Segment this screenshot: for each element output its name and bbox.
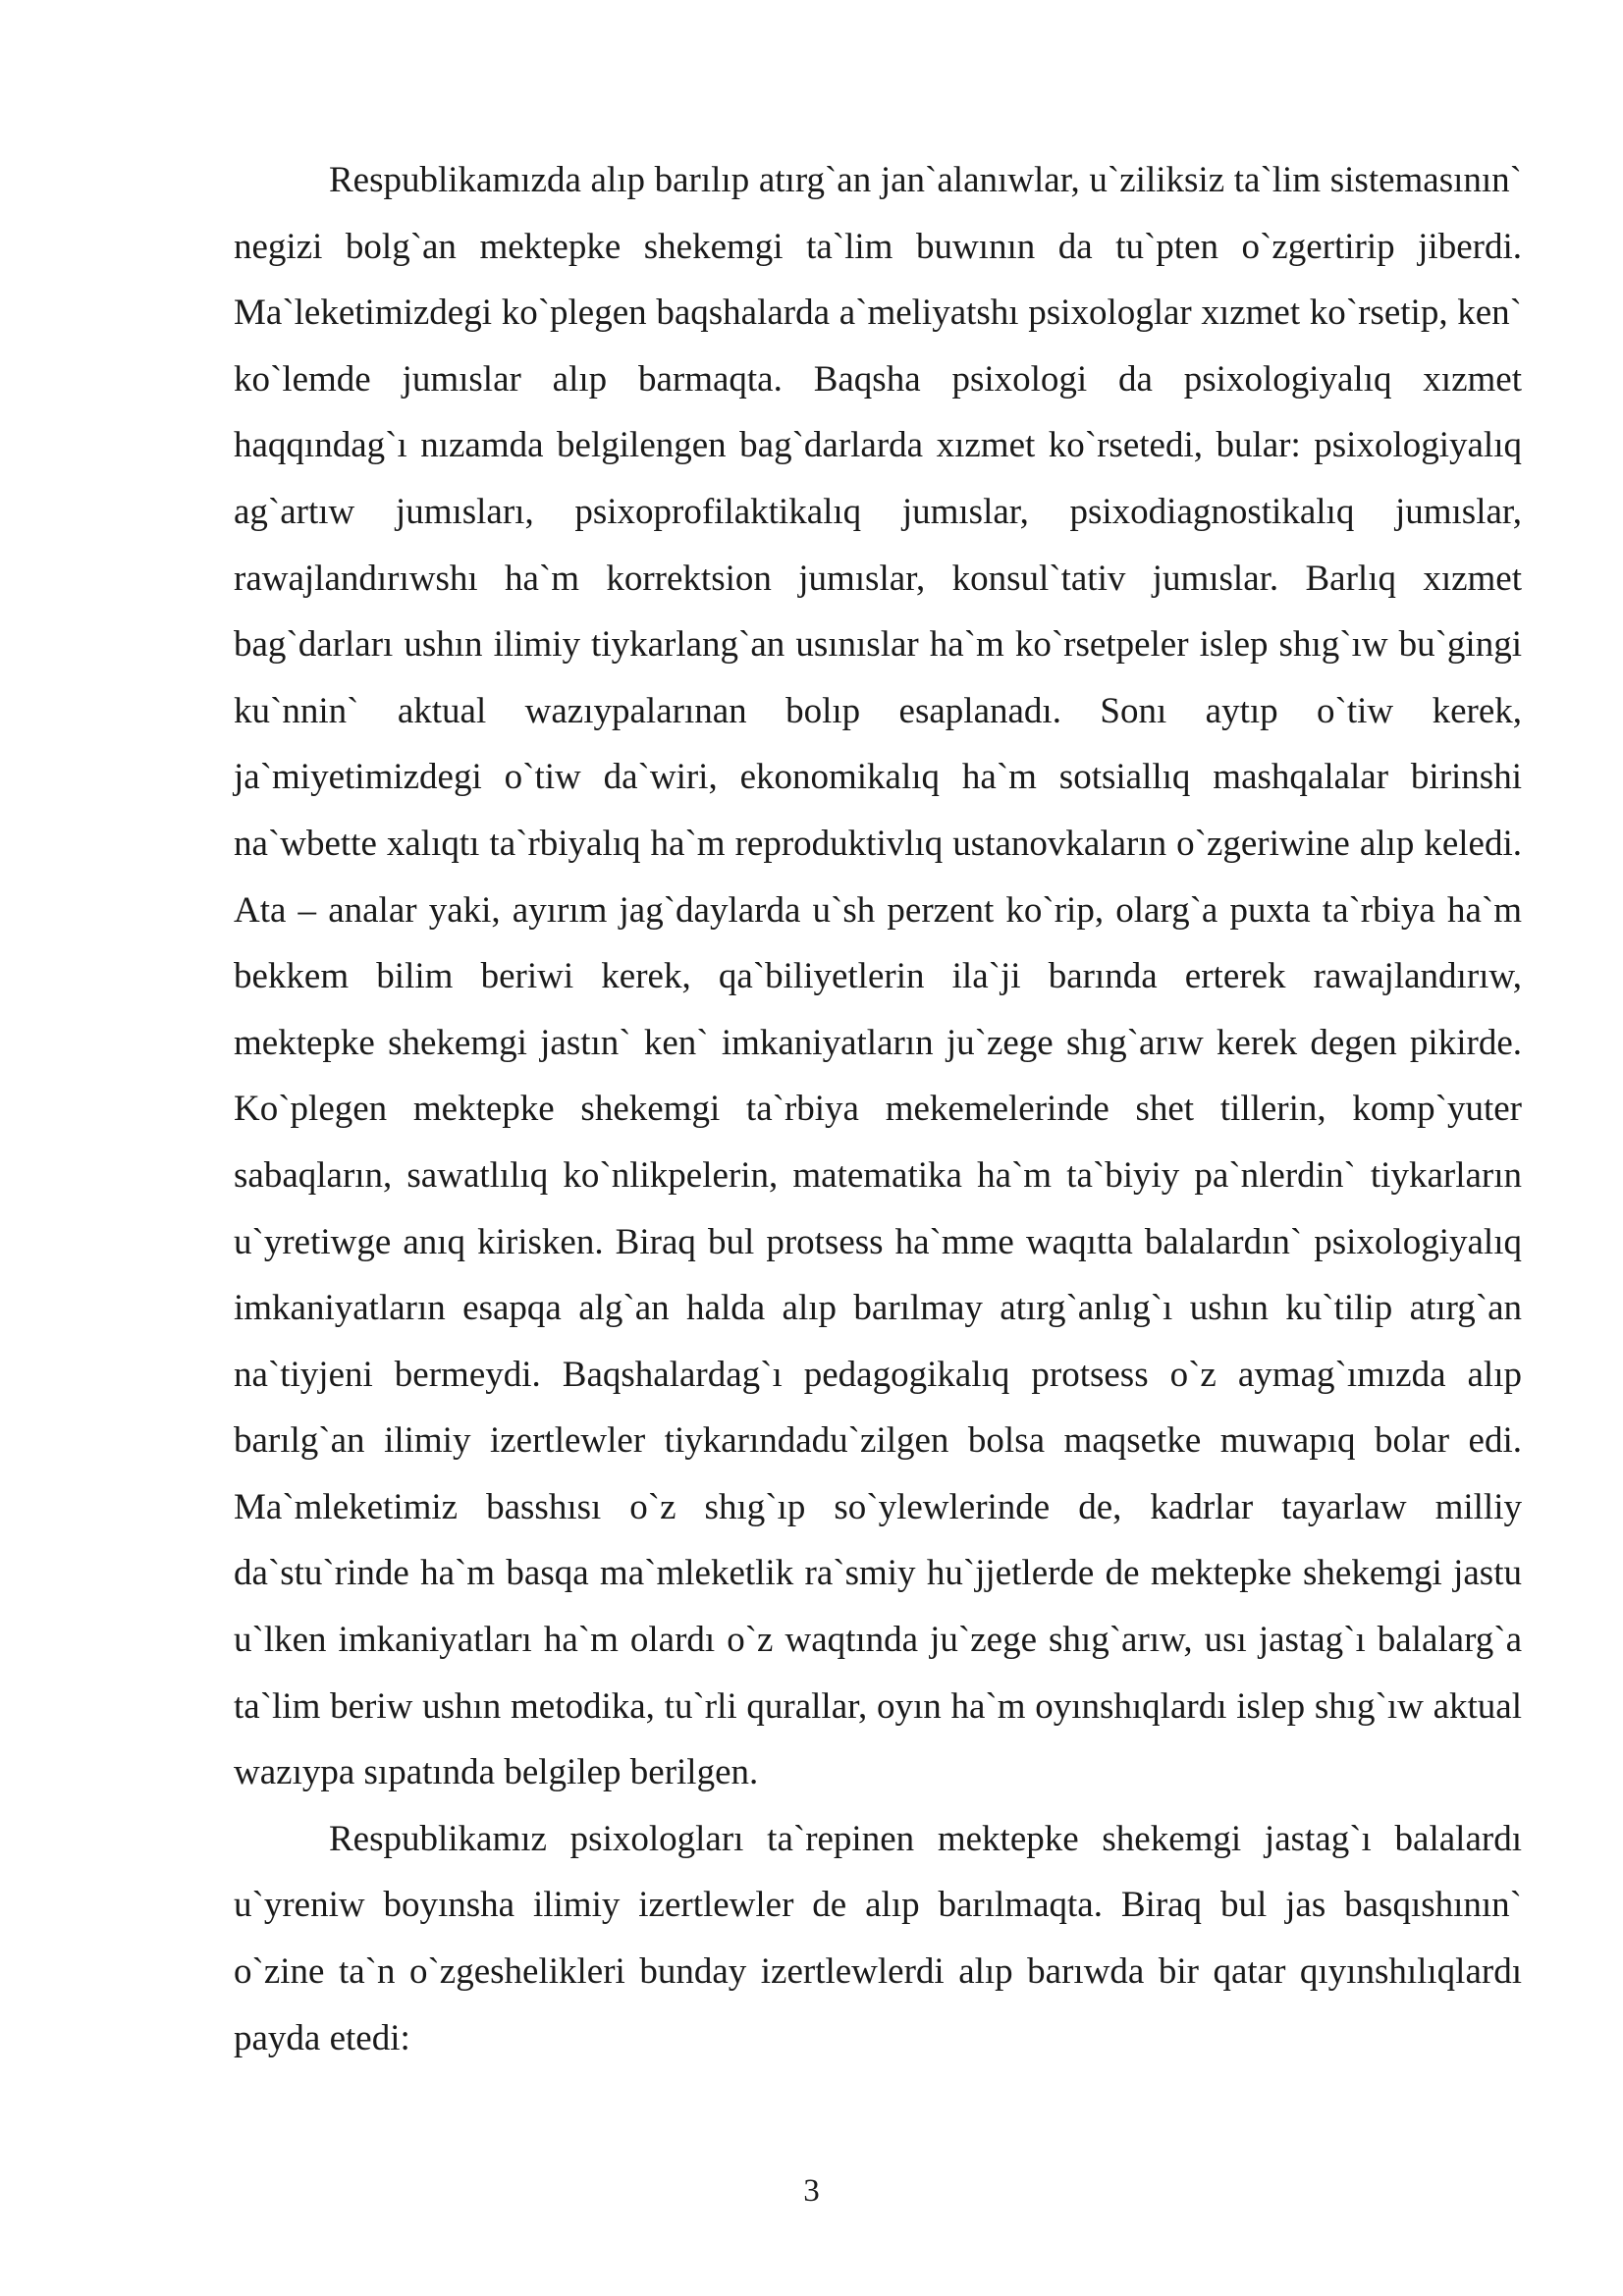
page-number: 3 xyxy=(803,2173,820,2209)
paragraph-2: Respublikamız psixologları ta`repinen mektepke shekemgi jastag`ı balalardı u`yreniw boyınsha ilimiy izertlewler de alıp barılmaqta. Biraq bul jas basqıshının` o`zine ta`n o`zgeshelikleri bunday izertlewlerdi alıp barıwda bir qatar qıyınshılıqlardı payda etedi: xyxy=(234,1818,1522,2058)
body-text xyxy=(234,147,1522,2071)
paragraph-1: Respublikamızda alıp barılıp atırg`an jan`alanıwlar, u`ziliksiz ta`lim sistemasının` negizi bolg`an mektepke shekemgi ta`lim buwının da tu`pten o`zgertirip jiberdi. Ma`leketimizdegi ko`plegen baqshalarda a`meliyatshı psixologlar xızmet ko`rsetip, ken` ko`lemde jumıslar alıp barmaqta. Baqsha psixologi da psixologiyalıq xızmet haqqındag`ı nızamda belgilengen bag`darlarda xızmet ko`rsetedi, bular: psixologiyalıq ag`artıw jumısları, psixoprofilaktikalıq jumıslar, psixodiagnostikalıq jumıslar, rawajlandırıwshı ha`m korrektsion jumıslar, konsul`tativ jumıslar. Barlıq xızmet bag`darları ushın ilimiy tiykarlang`an usınıslar ha`m ko`rsetpeler islep shıg`ıw bu`gingi ku`nnin` aktual wazıypalarınan bolıp esaplanadı. Sonı aytıp o`tiw kerek, ja`miyetimizdegi o`tiw da`wiri, ekonomikalıq ha`m sotsiallıq mashqalalar birinshi na`wbette xalıqtı ta`rbiyalıq ha`m reproduktivlıq ustanovkaların o`zgeriwine alıp keledi. Ata – analar yaki, ayırım jag`daylarda u`sh perzent ko`rip, olarg`a puxta ta`rbiya ha`m bekkem bilim beriwi kerek, qa`biliyetlerin ila`ji barında erterek rawajlandırıw, mektepke shekemgi jastın` ken` imkaniyatların ju`zege shıg`arıw kerek degen pikirde. Ko`plegen mektepke shekemgi ta`rbiya mekemelerinde shet tillerin, komp`yuter sabaqların, sawatlılıq ko`nlikpelerin, matematika ha`m ta`biyiy pa`nlerdin` tiykarların u`yretiwge anıq kirisken. Biraq bul protsess ha`mme waqıtta balalardın` psixologiyalıq imkaniyatların esapqa alg`an halda alıp barılmay atırg`anlıg`ı ushın ku`tilip atırg`an na`tiyjeni bermeydi. Baqshalardag`ı pedagogikalıq protsess o`z aymag`ımızda alıp barılg`an ilimiy izertlewler tiykarındadu`zilgen bolsa maqsetke muwapıq bolar edi. Ma`mleketimiz basshısı o`z shıg`ıp so`ylewlerinde de, kadrlar tayarlaw milliy da`stu`rinde ha`m basqa ma`mleketlik ra`smiy hu`jjetlerde de mektepke shekemgi jastu u`lken imkaniyatları ha`m olardı o`z waqtında ju`zege shıg`arıw, usı jastag`ı balalarg`a ta`lim beriw ushın metodika, tu`rli qurallar, oyın ha`m oyınshıqlardı islep shıg`ıw aktual wazıypa sıpatında belgilep berilgen. xyxy=(234,160,1522,1793)
